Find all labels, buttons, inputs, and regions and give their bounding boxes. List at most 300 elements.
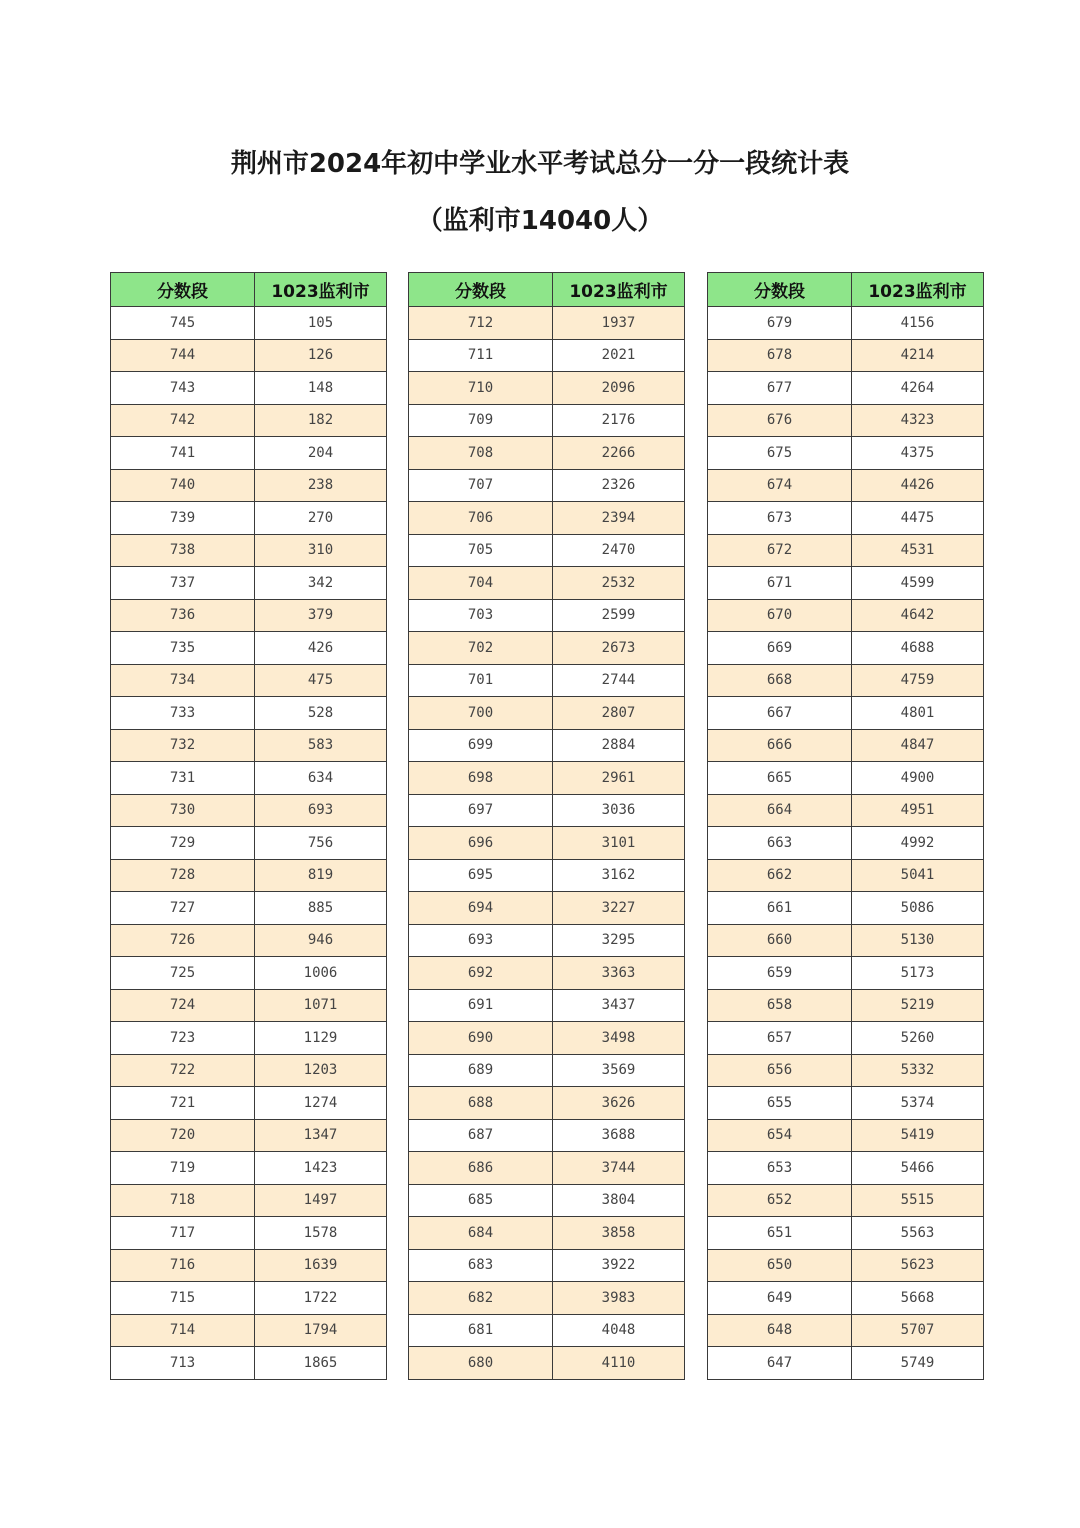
score-cell: 681 [409, 1314, 553, 1347]
score-cell: 709 [409, 404, 553, 437]
score-cell: 660 [708, 924, 852, 957]
score-cell: 740 [111, 469, 255, 502]
table-row [111, 437, 387, 470]
table-row [111, 697, 387, 730]
score-cell: 730 [111, 794, 255, 827]
count-cell: 885 [255, 892, 387, 925]
count-cell: 148 [255, 372, 387, 405]
count-cell: 4264 [852, 372, 984, 405]
score-cell: 664 [708, 794, 852, 827]
count-cell: 3498 [553, 1022, 685, 1055]
table-row [708, 339, 984, 372]
table-row [409, 729, 685, 762]
score-cell: 724 [111, 989, 255, 1022]
count-cell: 583 [255, 729, 387, 762]
count-cell: 4531 [852, 534, 984, 567]
score-cell: 733 [111, 697, 255, 730]
count-cell: 5260 [852, 1022, 984, 1055]
count-cell: 4759 [852, 664, 984, 697]
score-cell: 735 [111, 632, 255, 665]
count-cell: 5515 [852, 1184, 984, 1217]
page-subtitle: （监利市14040人） [416, 206, 664, 236]
score-cell: 679 [708, 307, 852, 340]
count-cell: 3363 [553, 957, 685, 990]
score-cell: 683 [409, 1249, 553, 1282]
table-row [409, 1347, 685, 1380]
table-row [111, 762, 387, 795]
score-cell: 699 [409, 729, 553, 762]
table-row [111, 1249, 387, 1282]
score-column-header: 分数段 [111, 273, 255, 307]
score-column-header: 分数段 [708, 273, 852, 307]
count-cell: 1722 [255, 1282, 387, 1315]
score-cell: 687 [409, 1119, 553, 1152]
table-row [708, 502, 984, 535]
table-row [409, 339, 685, 372]
table-row [708, 697, 984, 730]
count-cell: 4475 [852, 502, 984, 535]
count-cell: 4110 [553, 1347, 685, 1380]
count-cell: 2176 [553, 404, 685, 437]
count-cell: 1071 [255, 989, 387, 1022]
table-row [409, 924, 685, 957]
count-cell: 342 [255, 567, 387, 600]
table-row [409, 1152, 685, 1185]
table-row [708, 794, 984, 827]
score-cell: 731 [111, 762, 255, 795]
table-row [409, 989, 685, 1022]
page-title: 荆州市2024年初中学业水平考试总分一分一段统计表 [230, 149, 850, 179]
count-cell: 4426 [852, 469, 984, 502]
score-cell: 721 [111, 1087, 255, 1120]
table-row [409, 957, 685, 990]
count-cell: 126 [255, 339, 387, 372]
table-row [409, 1314, 685, 1347]
count-cell: 2884 [553, 729, 685, 762]
table-row [111, 339, 387, 372]
table-row [111, 534, 387, 567]
table-row [409, 632, 685, 665]
score-cell: 676 [708, 404, 852, 437]
count-cell: 3626 [553, 1087, 685, 1120]
table-row [708, 957, 984, 990]
score-cell: 700 [409, 697, 553, 730]
table-row [111, 1119, 387, 1152]
score-cell: 670 [708, 599, 852, 632]
score-cell: 658 [708, 989, 852, 1022]
table-row [111, 632, 387, 665]
count-cell: 204 [255, 437, 387, 470]
table-row [708, 762, 984, 795]
table-row [111, 989, 387, 1022]
count-cell: 5623 [852, 1249, 984, 1282]
score-cell: 685 [409, 1184, 553, 1217]
count-cell: 2673 [553, 632, 685, 665]
table-row [111, 1054, 387, 1087]
score-cell: 671 [708, 567, 852, 600]
count-cell: 4688 [852, 632, 984, 665]
table-row [708, 404, 984, 437]
count-cell: 3101 [553, 827, 685, 860]
table-row [708, 469, 984, 502]
score-cell: 647 [708, 1347, 852, 1380]
table-row [409, 1217, 685, 1250]
table-row [111, 1347, 387, 1380]
count-cell: 2807 [553, 697, 685, 730]
count-cell: 2021 [553, 339, 685, 372]
score-cell: 726 [111, 924, 255, 957]
score-cell: 656 [708, 1054, 852, 1087]
score-cell: 741 [111, 437, 255, 470]
count-cell: 182 [255, 404, 387, 437]
table-row [409, 404, 685, 437]
score-cell: 674 [708, 469, 852, 502]
count-cell: 270 [255, 502, 387, 535]
table-row [409, 794, 685, 827]
table-row [708, 729, 984, 762]
count-cell: 5749 [852, 1347, 984, 1380]
score-cell: 686 [409, 1152, 553, 1185]
count-cell: 5173 [852, 957, 984, 990]
score-cell: 708 [409, 437, 553, 470]
score-cell: 673 [708, 502, 852, 535]
table-row [708, 827, 984, 860]
table-row [111, 1282, 387, 1315]
count-cell: 5130 [852, 924, 984, 957]
table-row [708, 1249, 984, 1282]
score-cell: 707 [409, 469, 553, 502]
score-cell: 722 [111, 1054, 255, 1087]
count-cell: 3437 [553, 989, 685, 1022]
score-cell: 742 [111, 404, 255, 437]
table-row [708, 1347, 984, 1380]
count-cell: 4323 [852, 404, 984, 437]
score-cell: 650 [708, 1249, 852, 1282]
count-column-header: 1023监利市 [255, 273, 387, 307]
score-cell: 666 [708, 729, 852, 762]
score-cell: 668 [708, 664, 852, 697]
count-cell: 310 [255, 534, 387, 567]
count-cell: 3227 [553, 892, 685, 925]
score-cell: 717 [111, 1217, 255, 1250]
table-row [708, 567, 984, 600]
count-cell: 2326 [553, 469, 685, 502]
count-cell: 1129 [255, 1022, 387, 1055]
score-column-header: 分数段 [409, 273, 553, 307]
count-cell: 693 [255, 794, 387, 827]
score-cell: 728 [111, 859, 255, 892]
table-row [708, 1022, 984, 1055]
table-row [708, 989, 984, 1022]
score-cell: 689 [409, 1054, 553, 1087]
table-row [409, 307, 685, 340]
count-cell: 5563 [852, 1217, 984, 1250]
count-column-header: 1023监利市 [553, 273, 685, 307]
score-cell: 684 [409, 1217, 553, 1250]
score-cell: 706 [409, 502, 553, 535]
table-row [708, 1314, 984, 1347]
count-cell: 3569 [553, 1054, 685, 1087]
count-column-header: 1023监利市 [852, 273, 984, 307]
table-row [708, 1054, 984, 1087]
count-cell: 4599 [852, 567, 984, 600]
table-row [111, 859, 387, 892]
count-cell: 4214 [852, 339, 984, 372]
table-row [409, 859, 685, 892]
count-cell: 3983 [553, 1282, 685, 1315]
score-cell: 702 [409, 632, 553, 665]
count-cell: 4992 [852, 827, 984, 860]
count-cell: 5374 [852, 1087, 984, 1120]
count-cell: 528 [255, 697, 387, 730]
count-cell: 3858 [553, 1217, 685, 1250]
score-cell: 720 [111, 1119, 255, 1152]
count-cell: 5419 [852, 1119, 984, 1152]
table-row [111, 469, 387, 502]
table-row [111, 599, 387, 632]
count-cell: 634 [255, 762, 387, 795]
table-row [708, 1119, 984, 1152]
count-cell: 4156 [852, 307, 984, 340]
count-cell: 1578 [255, 1217, 387, 1250]
count-cell: 756 [255, 827, 387, 860]
score-cell: 701 [409, 664, 553, 697]
table-row [111, 307, 387, 340]
score-cell: 704 [409, 567, 553, 600]
score-cell: 677 [708, 372, 852, 405]
count-cell: 5466 [852, 1152, 984, 1185]
table-row [409, 469, 685, 502]
table-row [409, 1249, 685, 1282]
table-row [409, 1282, 685, 1315]
score-cell: 690 [409, 1022, 553, 1055]
table-row [111, 1184, 387, 1217]
score-cell: 743 [111, 372, 255, 405]
count-cell: 5332 [852, 1054, 984, 1087]
count-cell: 2470 [553, 534, 685, 567]
count-cell: 2744 [553, 664, 685, 697]
table-row [111, 1314, 387, 1347]
score-cell: 732 [111, 729, 255, 762]
score-cell: 659 [708, 957, 852, 990]
score-cell: 678 [708, 339, 852, 372]
count-cell: 5086 [852, 892, 984, 925]
score-cell: 725 [111, 957, 255, 990]
score-cell: 715 [111, 1282, 255, 1315]
table-row [409, 599, 685, 632]
table-row [111, 1152, 387, 1185]
score-cell: 698 [409, 762, 553, 795]
score-cell: 718 [111, 1184, 255, 1217]
count-cell: 5707 [852, 1314, 984, 1347]
count-cell: 1423 [255, 1152, 387, 1185]
table-row [708, 437, 984, 470]
table-row [111, 892, 387, 925]
score-cell: 652 [708, 1184, 852, 1217]
table-row [708, 599, 984, 632]
table-row [111, 664, 387, 697]
score-cell: 672 [708, 534, 852, 567]
score-cell: 667 [708, 697, 852, 730]
score-cell: 649 [708, 1282, 852, 1315]
count-cell: 1497 [255, 1184, 387, 1217]
score-cell: 696 [409, 827, 553, 860]
count-cell: 4801 [852, 697, 984, 730]
score-table-2 [408, 272, 685, 1380]
table-row [111, 567, 387, 600]
table-row [111, 502, 387, 535]
table-row [111, 794, 387, 827]
table-row [409, 534, 685, 567]
table-row [409, 1054, 685, 1087]
count-cell: 2096 [553, 372, 685, 405]
score-cell: 657 [708, 1022, 852, 1055]
header-row [111, 273, 387, 307]
score-cell: 736 [111, 599, 255, 632]
score-cell: 697 [409, 794, 553, 827]
score-cell: 710 [409, 372, 553, 405]
count-cell: 426 [255, 632, 387, 665]
count-cell: 1006 [255, 957, 387, 990]
score-cell: 723 [111, 1022, 255, 1055]
count-cell: 5219 [852, 989, 984, 1022]
count-cell: 3688 [553, 1119, 685, 1152]
table-row [708, 1217, 984, 1250]
count-cell: 2266 [553, 437, 685, 470]
table-row [708, 632, 984, 665]
count-cell: 2532 [553, 567, 685, 600]
table-row [708, 1087, 984, 1120]
header-row [409, 273, 685, 307]
score-cell: 669 [708, 632, 852, 665]
table-row [409, 1184, 685, 1217]
count-cell: 3036 [553, 794, 685, 827]
score-cell: 713 [111, 1347, 255, 1380]
table-row [111, 1217, 387, 1250]
score-cell: 729 [111, 827, 255, 860]
table-row [708, 1152, 984, 1185]
table-row [708, 1282, 984, 1315]
score-cell: 691 [409, 989, 553, 1022]
count-cell: 3744 [553, 1152, 685, 1185]
count-cell: 1203 [255, 1054, 387, 1087]
count-cell: 2394 [553, 502, 685, 535]
score-cell: 693 [409, 924, 553, 957]
score-cell: 745 [111, 307, 255, 340]
table-row [708, 892, 984, 925]
table-row [111, 957, 387, 990]
count-cell: 5041 [852, 859, 984, 892]
count-cell: 105 [255, 307, 387, 340]
table-row [409, 664, 685, 697]
table-row [409, 1022, 685, 1055]
score-cell: 680 [409, 1347, 553, 1380]
count-cell: 4951 [852, 794, 984, 827]
count-cell: 3804 [553, 1184, 685, 1217]
count-cell: 3162 [553, 859, 685, 892]
score-cell: 744 [111, 339, 255, 372]
score-cell: 692 [409, 957, 553, 990]
table-row [409, 697, 685, 730]
count-cell: 1937 [553, 307, 685, 340]
count-cell: 4847 [852, 729, 984, 762]
table-row [708, 664, 984, 697]
table-row [708, 924, 984, 957]
count-cell: 238 [255, 469, 387, 502]
count-cell: 4900 [852, 762, 984, 795]
count-cell: 1865 [255, 1347, 387, 1380]
count-cell: 4048 [553, 1314, 685, 1347]
count-cell: 1794 [255, 1314, 387, 1347]
score-cell: 714 [111, 1314, 255, 1347]
score-table-1 [110, 272, 387, 1380]
table-row [708, 372, 984, 405]
score-cell: 654 [708, 1119, 852, 1152]
header-row [708, 273, 984, 307]
table-row [708, 1184, 984, 1217]
count-cell: 475 [255, 664, 387, 697]
count-cell: 4642 [852, 599, 984, 632]
count-cell: 2599 [553, 599, 685, 632]
score-cell: 675 [708, 437, 852, 470]
score-cell: 739 [111, 502, 255, 535]
table-row [708, 307, 984, 340]
table-row [409, 1119, 685, 1152]
score-cell: 682 [409, 1282, 553, 1315]
score-cell: 719 [111, 1152, 255, 1185]
count-cell: 4375 [852, 437, 984, 470]
score-cell: 694 [409, 892, 553, 925]
table-row [708, 534, 984, 567]
count-cell: 819 [255, 859, 387, 892]
score-cell: 734 [111, 664, 255, 697]
score-cell: 712 [409, 307, 553, 340]
table-row [111, 404, 387, 437]
table-row [409, 762, 685, 795]
score-cell: 688 [409, 1087, 553, 1120]
table-row [409, 827, 685, 860]
count-cell: 5668 [852, 1282, 984, 1315]
score-cell: 665 [708, 762, 852, 795]
count-cell: 2961 [553, 762, 685, 795]
count-cell: 946 [255, 924, 387, 957]
score-cell: 663 [708, 827, 852, 860]
table-row [409, 1087, 685, 1120]
score-cell: 653 [708, 1152, 852, 1185]
table-row [708, 859, 984, 892]
count-cell: 1347 [255, 1119, 387, 1152]
table-row [111, 1022, 387, 1055]
table-row [409, 437, 685, 470]
table-row [111, 372, 387, 405]
table-row [111, 827, 387, 860]
table-row [409, 567, 685, 600]
score-cell: 737 [111, 567, 255, 600]
table-row [409, 892, 685, 925]
count-cell: 3922 [553, 1249, 685, 1282]
count-cell: 379 [255, 599, 387, 632]
count-cell: 3295 [553, 924, 685, 957]
score-cell: 648 [708, 1314, 852, 1347]
score-cell: 705 [409, 534, 553, 567]
score-cell: 711 [409, 339, 553, 372]
score-cell: 716 [111, 1249, 255, 1282]
table-row [111, 924, 387, 957]
score-cell: 727 [111, 892, 255, 925]
table-row [409, 502, 685, 535]
score-cell: 651 [708, 1217, 852, 1250]
count-cell: 1639 [255, 1249, 387, 1282]
